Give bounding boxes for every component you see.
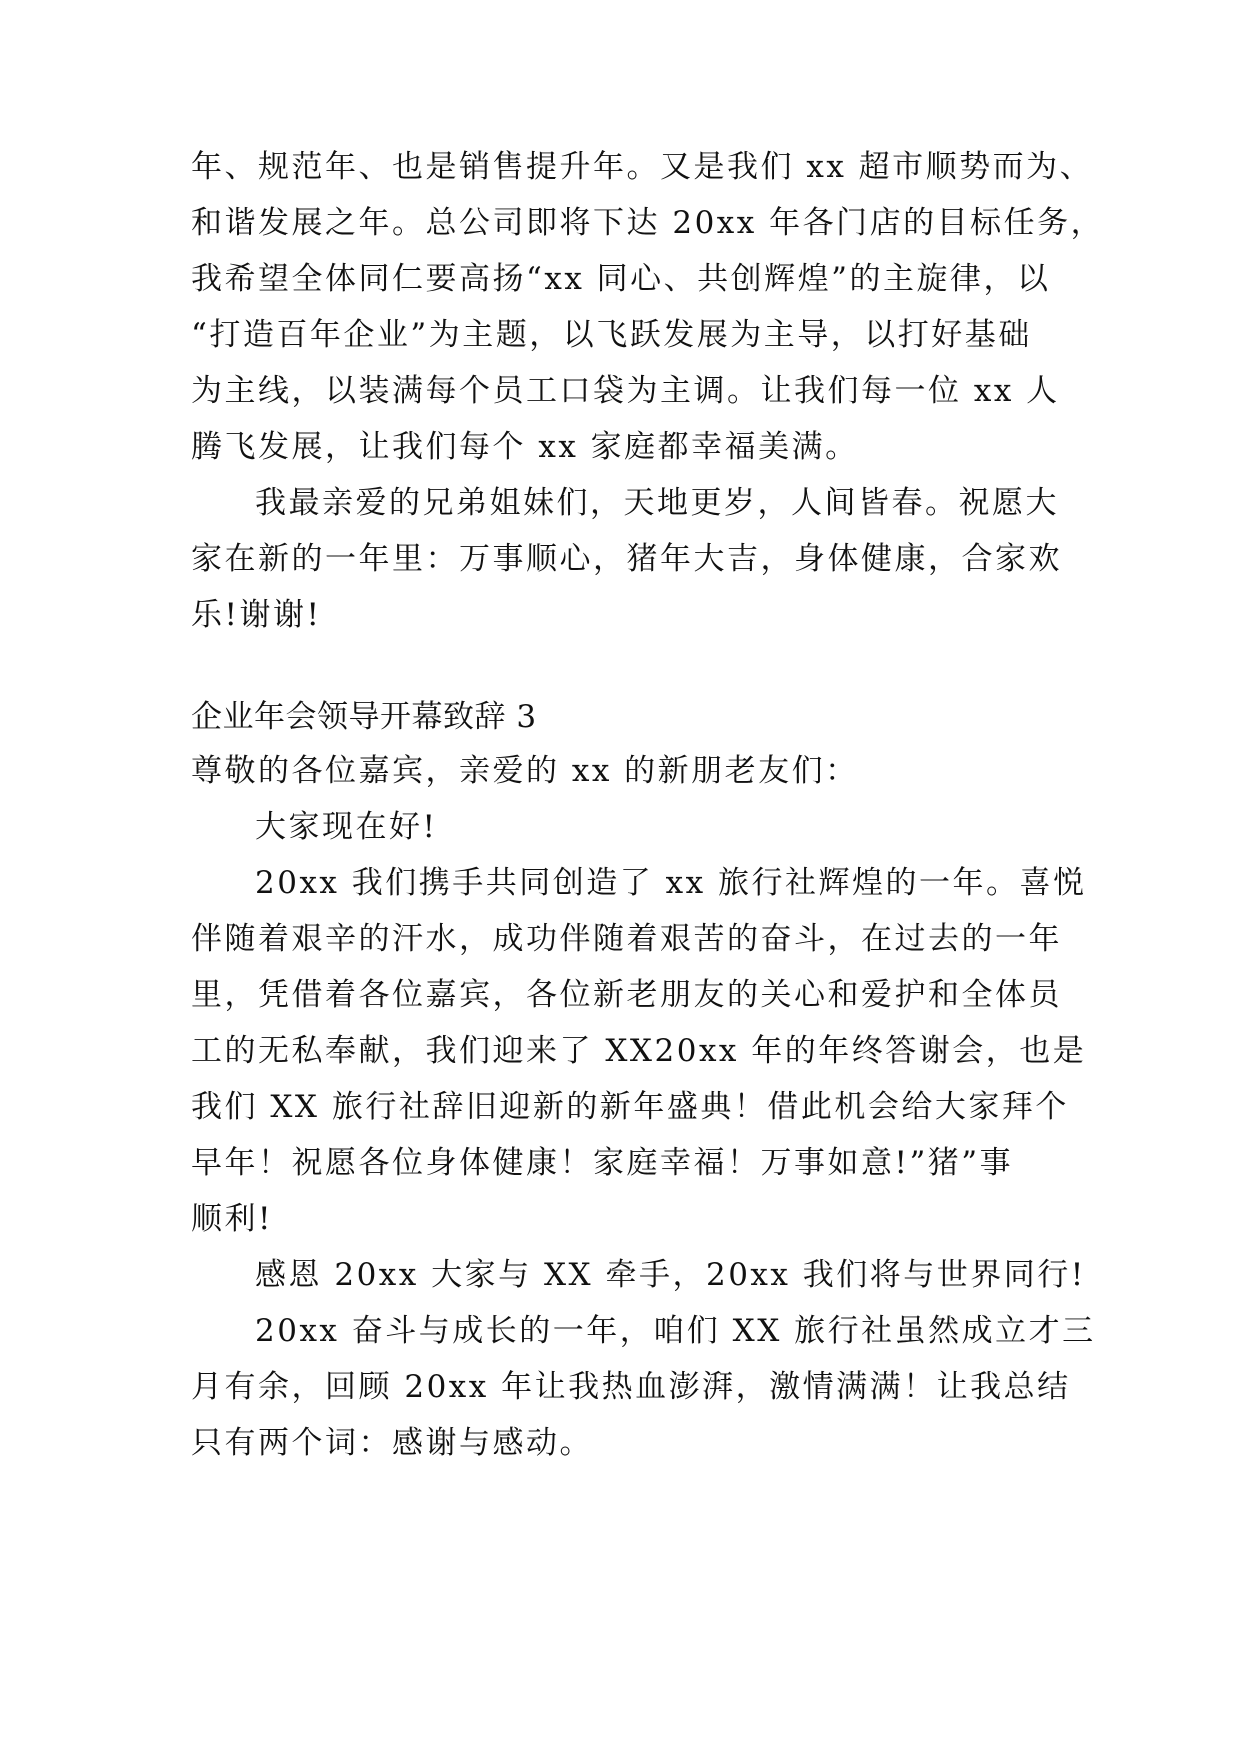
paragraph-line: “打造百年企业”为主题，以飞跃发展为主导，以打好基础 [191,317,1032,353]
paragraph-line: 工的无私奉献，我们迎来了 XX20xx 年的年终答谢会，也是 [191,1033,1087,1069]
paragraph-line: 腾飞发展，让我们每个 xx 家庭都幸福美满。 [191,429,859,465]
salutation: 尊敬的各位嘉宾，亲爱的 xx 的新朋老友们： [191,753,859,789]
paragraph-line: 我们 XX 旅行社辞旧迎新的新年盛典！借此机会给大家拜个 [191,1089,1069,1125]
paragraph-line: 感恩 20xx 大家与 XX 牵手，20xx 我们将与世界同行! [255,1257,1086,1293]
paragraph-line: 月有余，回顾 20xx 年让我热血澎湃，激情满满！让我总结 [191,1369,1071,1405]
paragraph-line: 伴随着艰辛的汗水，成功伴随着艰苦的奋斗，在过去的一年 [191,921,1062,957]
paragraph-line: 大家现在好! [255,809,438,845]
paragraph-line: 家在新的一年里：万事顺心，猪年大吉，身体健康，合家欢 [191,541,1062,577]
section-title: 企业年会领导开幕致辞 3 [191,699,537,735]
paragraph-line: 20xx 奋斗与成长的一年，咱们 XX 旅行社虽然成立才三 [255,1313,1096,1349]
paragraph-line: 乐!谢谢! [191,597,322,633]
paragraph-line: 只有两个词：感谢与感动。 [191,1425,593,1461]
paragraph-line: 里，凭借着各位嘉宾，各位新老朋友的关心和爱护和全体员 [191,977,1062,1013]
paragraph-line: 早年！祝愿各位身体健康！家庭幸福！万事如意!”猪”事 [191,1145,1014,1181]
paragraph-line: 我希望全体同仁要高扬“xx 同心、共创辉煌”的主旋律，以 [191,261,1051,297]
paragraph-line: 顺利! [191,1201,273,1237]
paragraph-line: 我最亲爱的兄弟姐妹们，天地更岁，人间皆春。祝愿大 [255,485,1059,521]
paragraph-line: 和谐发展之年。总公司即将下达 20xx 年各门店的目标任务， [191,205,1105,241]
paragraph-line: 年、规范年、也是销售提升年。又是我们 xx 超市顺势而为、 [191,149,1094,185]
paragraph-line: 为主线，以装满每个员工口袋为主调。让我们每一位 xx 人 [191,373,1060,409]
paragraph-line: 20xx 我们携手共同创造了 xx 旅行社辉煌的一年。喜悦 [255,865,1087,901]
